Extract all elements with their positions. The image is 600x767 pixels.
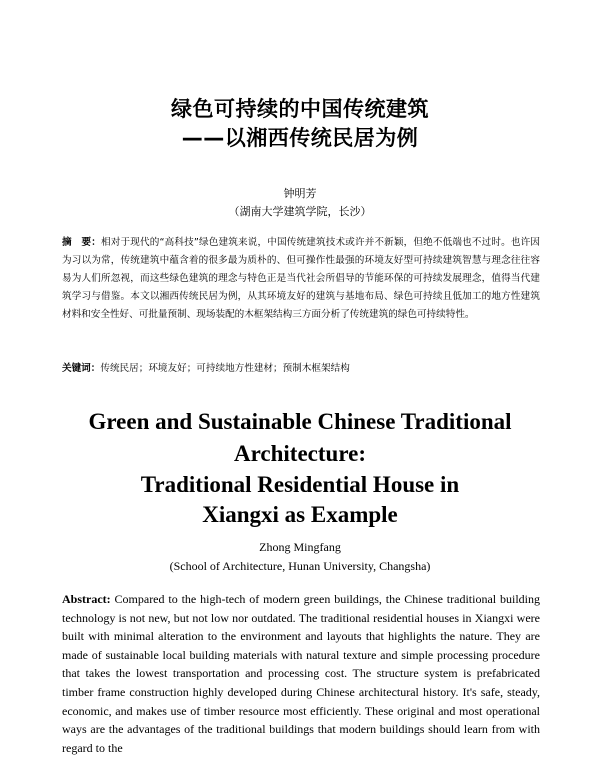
english-title-line-4: Xiangxi as Example (202, 502, 398, 527)
english-title-line-2: Architecture: (234, 441, 366, 466)
chinese-title-line-1: 绿色可持续的中国传统建筑 (171, 97, 429, 121)
chinese-author: 钟明芳 (283, 187, 317, 200)
english-abstract-label: Abstract: (62, 592, 111, 606)
english-abstract-text: Compared to the high-tech of modern green buildings, the Chinese traditional building technology is not new, but not low nor outdated. The traditional residential houses in Xiangxi were built with minimal alteration to the environment and layouts that highlights the nature. They are made of sustainable local building materials with natural texture and simple processing procedure that takes the lowest transportation and processing cost. The structure system is prefabricated timber frame construction highly developed during Chinese architectural history. It's safe, steady, economic, and makes use of timber resource most efficiently. These original and most operational ways are the advantages of the traditional buildings that modern buildings should learn from with regard to the (62, 592, 540, 755)
chinese-keywords-text: 传统民居；环境友好；可持续地方性建材；预制木框架结构 (100, 363, 350, 374)
english-title-line-3: Traditional Residential House in (140, 472, 460, 497)
chinese-keywords-label: 关键词： (62, 363, 101, 374)
chinese-keywords (62, 360, 540, 378)
chinese-title-line-2: ——以湘西传统民居为例 (181, 126, 419, 150)
chinese-abstract-label: 摘 要： (62, 237, 101, 248)
english-abstract (62, 590, 540, 757)
chinese-abstract-text: 相对于现代的“高科技”绿色建筑来说，中国传统建筑技术或许并不新颖，但绝不低端也不过时。也许因为习以为常，传统建筑中蕴含着的很多最为质朴的、但可操作性最强的环境友好型可持续建筑智慧与理念往往容易为人们所忽视，而这些绿色建筑的理念与特色正是当代社会所倡导的节能环保的可持续发展理念，值得当代建筑学习与借鉴。本文以湘西传统民居为例，从其环境友好的建筑与基地布局、绿色可持续且低加工的地方性建筑材料和安全性好、可批量预制、现场装配的木框架结构三方面分析了传统建筑的绿色可持续特性。 (62, 237, 540, 320)
chinese-abstract (62, 234, 540, 324)
english-affiliation: (School of Architecture, Hunan University, Changsha) (169, 559, 431, 573)
english-title-line-1: Green and Sustainable Chinese Traditional (88, 409, 512, 434)
chinese-affiliation: （湖南大学建筑学院，长沙） (228, 205, 372, 218)
english-author: Zhong Mingfang (259, 540, 341, 554)
